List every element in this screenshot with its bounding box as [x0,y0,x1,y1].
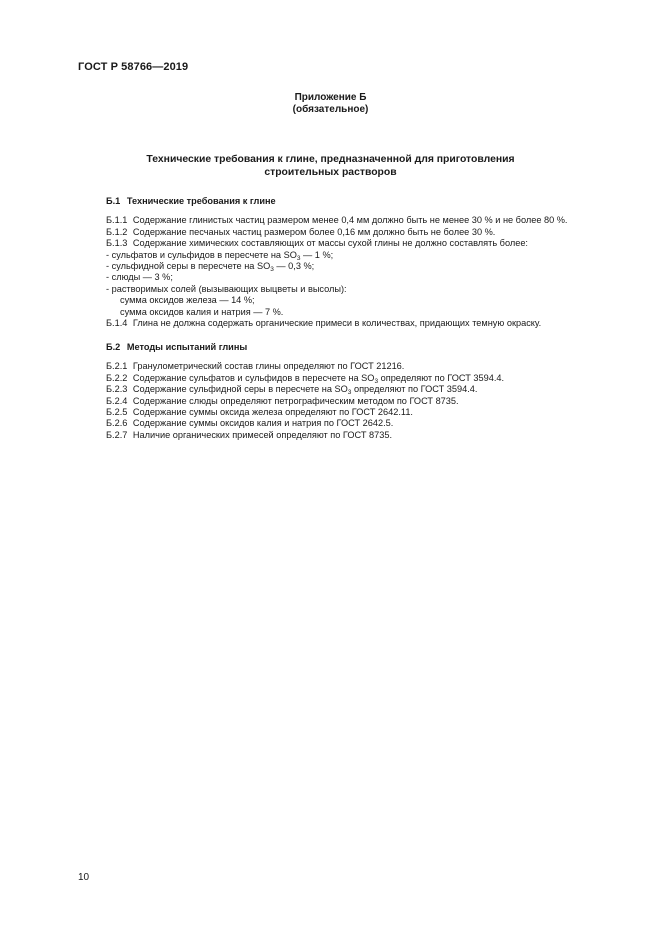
subscript: 3 [347,389,352,397]
clause-b222 [106,373,626,384]
clause-number: Б.1.1 [106,215,128,226]
clause-number: Б.1.3 [106,238,128,249]
clause-number: Б.2.7 [106,429,128,440]
clause-number: Б.2.2 [106,372,128,383]
document-title [0,153,661,179]
appendix-title: Приложение Б [294,92,367,103]
list-item-mica: - слюды — 3 %; [106,272,173,283]
section-b1-title: Технические требования к глине [126,196,276,206]
clause-text: Глина не должна содержать органические примеси в количествах, придающих темную окраску. [132,318,542,329]
appendix-heading [0,92,661,116]
list-item-soluble-salts: - растворимых солей (вызывающих выцветы и высолы): [106,283,347,294]
document-title-line-1: Технические требования к глине, предназначенной для приготовления [146,154,515,165]
clause-text: Содержание суммы оксидов калия и натрия по ГОСТ 2642.5. [132,418,394,429]
clause-b112 [106,227,626,238]
clause-b114 [106,318,626,329]
section-b2-heading [106,342,626,353]
clause-b113 [106,238,626,249]
clause-number: Б.2.3 [106,384,128,395]
section-b2 [106,342,626,441]
subscript: 3 [296,254,301,262]
clause-b224 [106,396,626,407]
clause-text: Содержание песчаных частиц размером более 0,16 мм должно быть не более 30 %. [132,226,496,237]
section-b2-number: Б.2 [106,342,121,352]
clause-number: Б.1.2 [106,226,128,237]
clause-text: Содержание слюды определяют петрографическим методом по ГОСТ 8735. [132,395,459,406]
list-item-sulfates [106,250,626,261]
clause-b223 [106,384,626,395]
section-b1 [106,196,626,329]
clause-b227 [106,430,626,441]
clause-b221 [106,361,626,372]
clause-text-post: определяют по ГОСТ 3594.4. [378,372,505,383]
clause-text: Содержание глинистых частиц размером менее 0,4 мм должно быть не менее 30 % и не более 80 %. [132,215,568,226]
clause-number: Б.2.6 [106,418,128,429]
clause-b225 [106,407,626,418]
clause-b226 [106,418,626,429]
page-number: 10 [78,872,90,883]
list-item-text-post: — 0,3 %; [273,261,315,272]
list-item-sulfide-sulfur [106,261,626,272]
page-header-standard: ГОСТ Р 58766—2019 [78,61,189,73]
clause-text-pre: Содержание сульфатов и сульфидов в пересчете на SO [132,372,375,383]
appendix-status: (обязательное) [292,104,369,115]
section-b2-title: Методы испытаний глины [126,342,248,352]
section-b1-number: Б.1 [106,196,121,206]
list-item-text-pre: - сульфидной серы в пересчете на SO [106,261,271,272]
document-title-line-2: строительных растворов [264,167,397,178]
clause-text: Содержание химических составляющих от массы сухой глины не должно составлять более: [132,238,528,249]
list-item-text-post: — 1 %; [300,249,334,260]
clause-number: Б.2.1 [106,361,128,372]
subscript: 3 [270,266,274,274]
list-item-text-pre: - сульфатов и сульфидов в пересчете на SO [106,249,297,260]
clause-text: Гранулометрический состав глины определяют по ГОСТ 21216. [132,361,405,372]
clause-text: Наличие органических примесей определяют по ГОСТ 8735. [132,429,393,440]
clause-b111 [106,215,626,226]
clause-text-post: определяют по ГОСТ 3594.4. [351,384,478,395]
clause-text-pre: Содержание сульфидной серы в пересчете на SO [132,384,348,395]
sub-item-iron-oxides: сумма оксидов железа — 14 %; [120,295,255,306]
clause-number: Б.2.4 [106,395,128,406]
clause-text: Содержание суммы оксида железа определяют по ГОСТ 2642.11. [132,407,413,418]
subscript: 3 [374,377,379,385]
section-b1-heading [106,196,626,207]
sub-item-potassium-sodium-oxides: сумма оксидов калия и натрия — 7 %. [120,306,284,317]
clause-number: Б.2.5 [106,407,128,418]
clause-number: Б.1.4 [106,318,128,329]
